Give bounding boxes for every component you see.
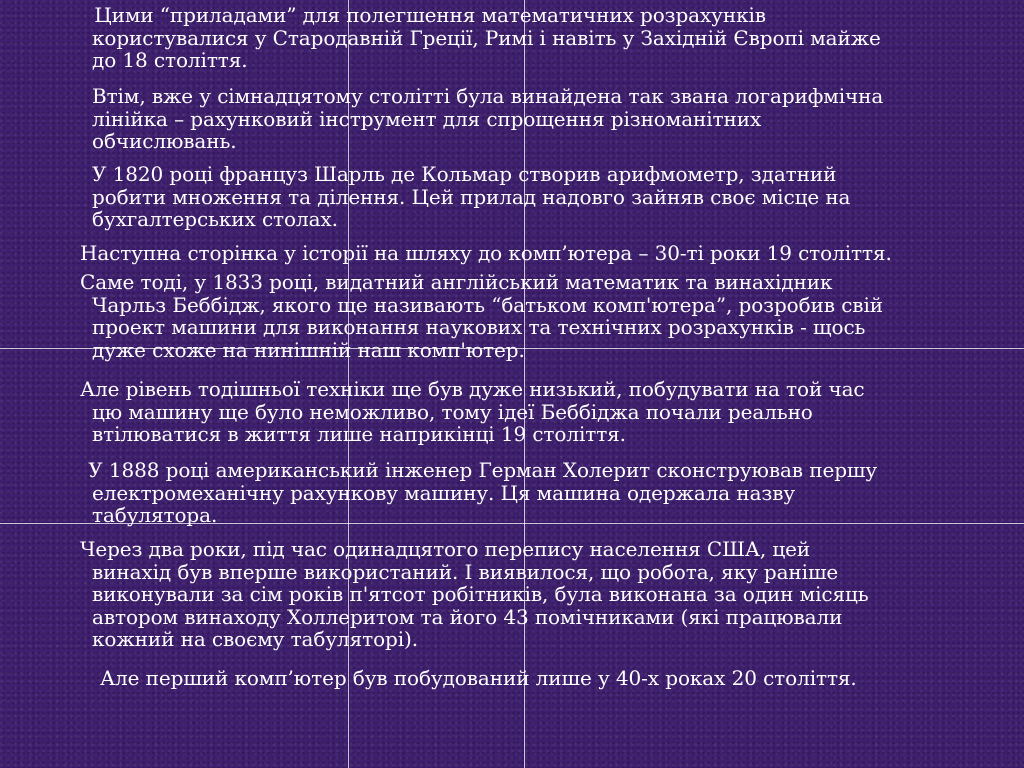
text-line: автором винаходу Холлеритом та його 43 помічниками (які працювали — [92, 604, 843, 629]
text-line: Наступна сторінка у історії на шляху до комп’ютера – 30-ті роки 19 століття. — [80, 241, 892, 265]
paragraph — [80, 538, 869, 651]
text-line: Але перший комп’ютер був побудований лише у 40-х роках 20 століття. — [100, 666, 857, 690]
paragraph — [80, 378, 865, 446]
text-line: втілюватися в життя лише наприкінці 19 століття. — [92, 422, 626, 446]
text-line: до 18 століття. — [92, 48, 248, 72]
text-line: Саме тоді, у 1833 році, видатний англійський математик та винахідник — [80, 270, 833, 294]
text-line: дуже схоже на нинішній наш комп'ютер. — [92, 337, 525, 362]
text-line: Втім, вже у сімнадцятому столітті була винайдена так звана логарифмічна — [92, 84, 884, 108]
text-line: лінійка – рахунковий інструмент для спрощення різноманітних — [92, 106, 762, 131]
paragraph — [80, 242, 892, 265]
paragraph — [100, 667, 857, 690]
text-line: обчислювань. — [92, 129, 237, 153]
text-line: робити множення та ділення. Цей прилад надовго зайняв своє місце на — [92, 184, 851, 209]
text-line: Через два роки, під час одинадцятого перепису населення США, цей — [80, 537, 811, 561]
paragraph — [92, 85, 883, 153]
text-line: користувалися у Стародавній Греції, Римі і навіть у Західній Європі майже — [92, 25, 881, 50]
text-line: виконували за сім років п'ятсот робітників, була виконана за один місяць — [92, 582, 869, 606]
text-line: У 1820 році француз Шарль де Кольмар створив арифмометр, здатний — [92, 162, 837, 186]
text-line: Але рівень тодішньої техніки ще був дуже низький, побудувати на той час — [80, 377, 865, 401]
paragraph — [80, 271, 883, 361]
text-line: цю машину ще було неможливо, тому ідеї Беббіджа почали реально — [92, 399, 813, 424]
text-line: табулятора. — [92, 503, 218, 527]
text-line: електромеханічну рахункову машину. Ця машина одержала назву — [92, 480, 796, 505]
text-line: Чарльз Беббідж, якого ще називають “батьком комп'ютера”, розробив свій — [92, 292, 883, 317]
text-line: Цими “приладами” для полегшення математичних розрахунків — [88, 3, 766, 27]
paragraph — [82, 459, 877, 527]
text-line: винахід був вперше використаний. І виявилося, що робота, яку раніше — [92, 559, 839, 584]
text-line: кожний на своєму табуляторі). — [92, 627, 418, 651]
paragraph — [92, 163, 850, 231]
text-line: проект машини для виконання наукових та технічних розрахунків - щось — [92, 315, 866, 339]
text-line: бухгалтерських столах. — [92, 207, 338, 231]
text-line: У 1888 році американський інженер Герман Холерит сконструював першу — [82, 458, 878, 482]
paragraph — [88, 4, 881, 72]
